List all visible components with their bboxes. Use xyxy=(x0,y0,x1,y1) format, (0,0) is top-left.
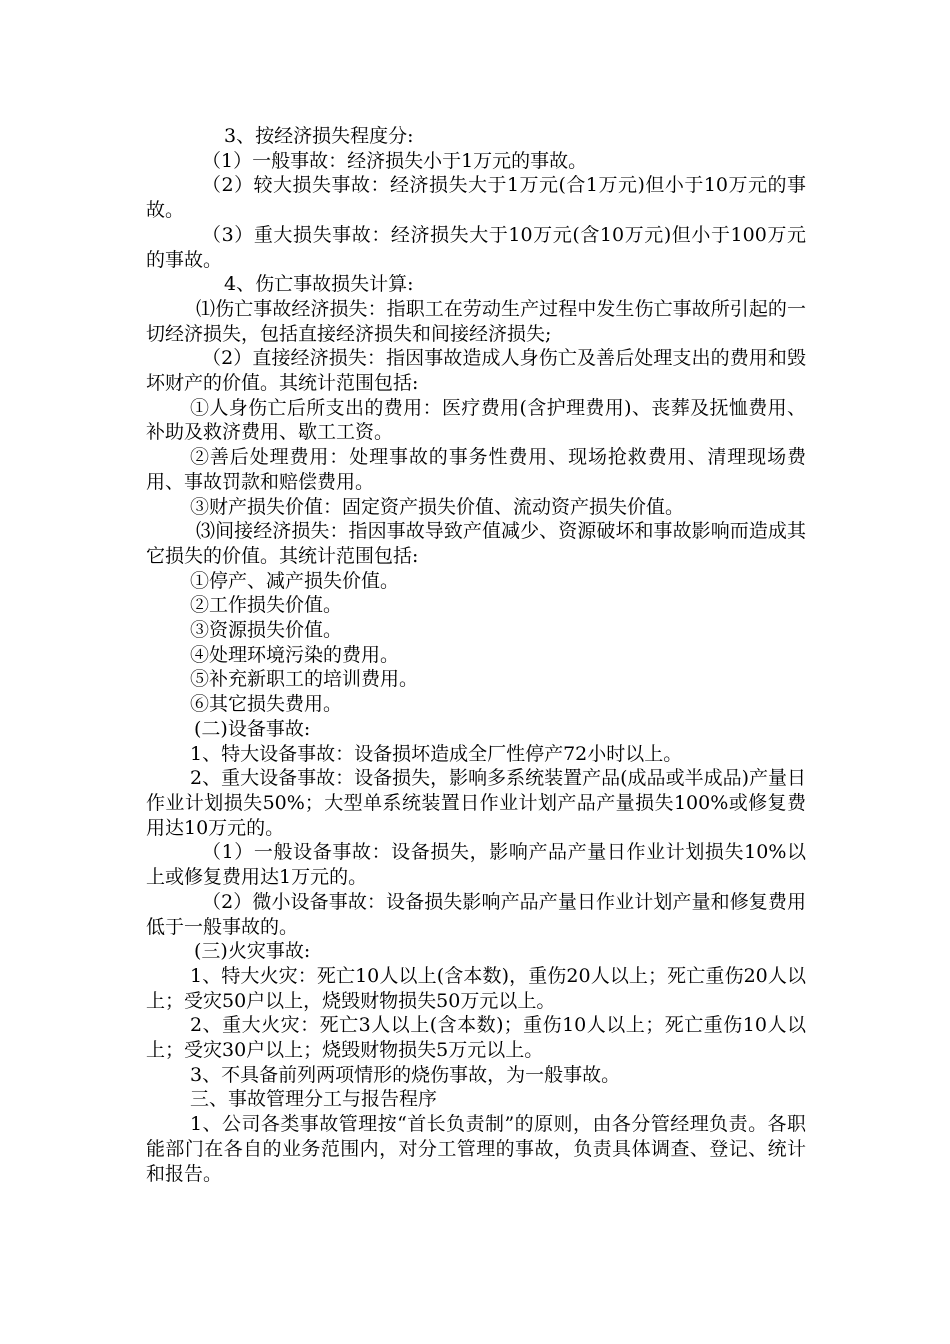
paragraph: ③财产损失价值：固定资产损失价值、流动资产损失价值。 xyxy=(190,495,685,518)
paragraph: ⑤补充新职工的培训费用。 xyxy=(190,668,419,691)
paragraph: 1、特大火灾：死亡10人以上(含本数)，重伤20人以上；死亡重伤20人以上；受灾50户以上，烧毁财物损失50万元以上。 xyxy=(146,964,806,1012)
paragraph: ①停产、减产损失价值。 xyxy=(190,569,400,592)
section-heading: 三、事故管理分工与报告程序 xyxy=(190,1088,438,1111)
section-heading: (三)火灾事故: xyxy=(194,940,311,963)
paragraph: 4、伤亡事故损失计算: xyxy=(224,273,414,296)
paragraph: ⑴伤亡事故经济损失：指职工在劳动生产过程中发生伤亡事故所引起的一切经济损失，包括直接经济损失和间接经济损失; xyxy=(146,297,806,345)
section-heading: (二)设备事故: xyxy=(194,717,311,740)
paragraph: ①人身伤亡后所支出的费用：医疗费用(含护理费用)、丧葬及抚恤费用、补助及救济费用、歇工工资。 xyxy=(146,396,806,444)
paragraph: （2）直接经济损失：指因事故造成人身伤亡及善后处理支出的费用和毁坏财产的价值。其统计范围包括: xyxy=(146,347,806,395)
paragraph: ③资源损失价值。 xyxy=(190,619,343,642)
paragraph: ⑶间接经济损失：指因事故导致产值减少、资源破坏和事故影响而造成其它损失的价值。其统计范围包括: xyxy=(146,520,806,567)
paragraph: ⑥其它损失费用。 xyxy=(190,693,343,716)
paragraph: ②工作损失价值。 xyxy=(190,594,343,617)
paragraph: 2、重大火灾：死亡3人以上(含本数)；重伤10人以上；死亡重伤10人以上；受灾30户以上；烧毁财物损失5万元以上。 xyxy=(146,1014,806,1062)
paragraph: 1、公司各类事故管理按“首长负责制”的原则，由各分管经理负责。各职能部门在各自的业务范围内，对分工管理的事故，负责具体调查、登记、统计和报告。 xyxy=(146,1113,806,1185)
paragraph: 3、按经济损失程度分: xyxy=(224,125,414,147)
paragraph: （3）重大损失事故：经济损失大于10万元(含10万元)但小于100万元的事故。 xyxy=(146,223,806,271)
paragraph: （1）一般设备事故：设备损失，影响产品产量日作业计划损失10%以上或修复费用达1万元的。 xyxy=(146,841,806,889)
paragraph: 2、重大设备事故：设备损失，影响多系统装置产品(成品或半成品)产量日作业计划损失50%；大型单系统装置日作业计划产品产量损失100%或修复费用达10万元的。 xyxy=(146,767,806,839)
paragraph: （1）一般事故：经济损失小于1万元的事故。 xyxy=(202,149,588,172)
paragraph: 3、不具备前列两项情形的烧伤事故，为一般事故。 xyxy=(190,1063,621,1086)
document-body xyxy=(146,124,806,1186)
paragraph: （2）较大损失事故：经济损失大于1万元(合1万元)但小于10万元的事故。 xyxy=(146,174,806,222)
paragraph: （2）微小设备事故：设备损失影响产品产量日作业计划产量和修复费用低于一般事故的。 xyxy=(146,890,806,938)
paragraph: ④处理环境污染的费用。 xyxy=(190,643,400,666)
paragraph: ②善后处理费用：处理事故的事务性费用、现场抢救费用、清理现场费用、事故罚款和赔偿费用。 xyxy=(146,446,806,493)
paragraph: 1、特大设备事故：设备损坏造成全厂性停产72小时以上。 xyxy=(190,742,683,765)
